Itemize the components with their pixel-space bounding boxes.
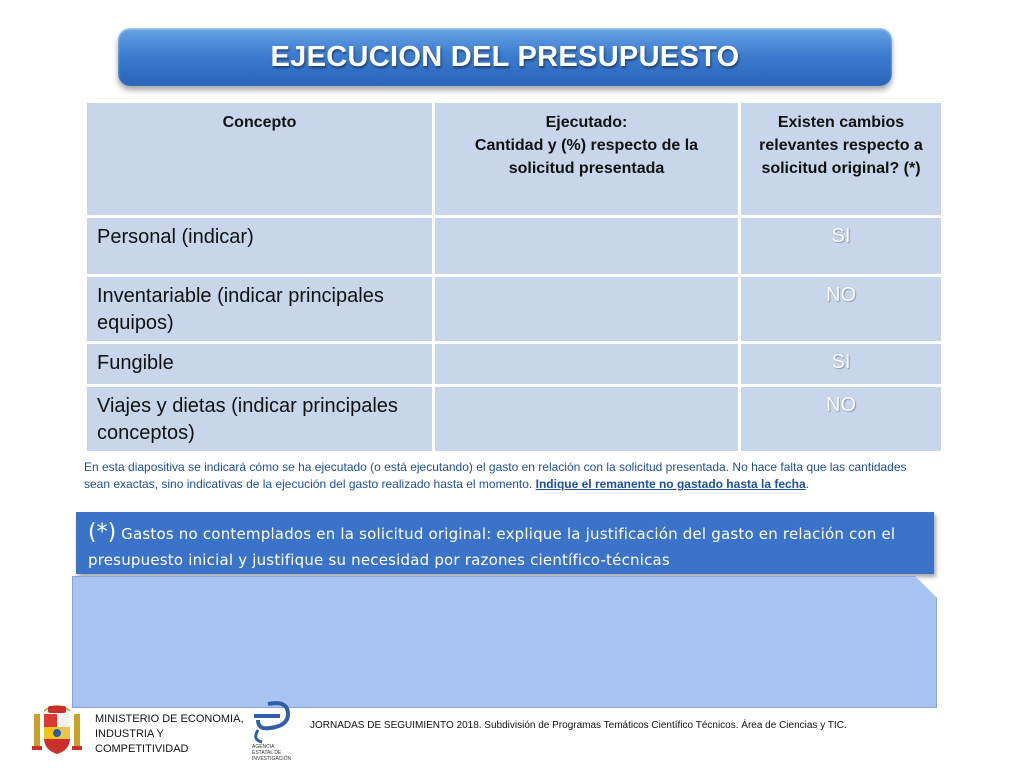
table-row [86,386,943,453]
ministry-line: COMPETITIVIDAD [95,743,189,755]
budget-table [84,100,944,454]
aei-line: AGENCIA [252,744,275,750]
table-row [86,276,943,343]
note-end: . [805,477,810,491]
ministry-line: INDUSTRIA Y [95,728,164,740]
jornadas-caption: JORNADAS DE SEGUIMIENTO 2018. Subdivisión de Programas Temáticos Científico Técnicos. Área de Ciencias y TIC. [310,720,847,731]
header-line: solicitud presentada [508,160,665,177]
header-line: Concepto [222,114,297,131]
answer-cell[interactable]: SI [740,217,943,276]
header-line: Ejecutado: [545,114,628,131]
instruction-note [84,459,934,493]
footnote-star: (*) [88,520,117,545]
footnote-text: Gastos no contemplados en la solicitud original: explique la justificación del gasto en relación con el presupuesto inicial y justifique su necesidad por razones científico-técnicas [88,525,896,569]
ministry-line: MINISTERIO DE ECONOMIA, [95,713,244,725]
executed-cell[interactable] [434,276,740,343]
aei-line: INVESTIGACIÓN [252,756,292,762]
aei-line: ESTATAL DE [252,750,282,756]
slide-footer [0,700,1024,768]
spain-coat-of-arms-icon [28,700,86,760]
answer-cell[interactable]: NO [740,276,943,343]
table-row [86,343,943,386]
table-header-row [86,102,943,217]
answer-cell[interactable]: NO [740,386,943,453]
slide-title: EJECUCION DEL PRESUPUESTO [270,40,740,73]
executed-cell[interactable] [434,386,740,453]
executed-cell[interactable] [434,217,740,276]
concept-cell: Fungible [86,343,434,386]
footnote-box [76,512,934,574]
slide-title-bar [118,28,892,86]
header-cambios [740,102,943,217]
header-concepto [86,102,434,217]
answer-cell[interactable]: SI [740,343,943,386]
header-line: solicitud original? (*) [761,160,921,177]
concept-cell: Inventariable (indicar principales equipos) [86,276,434,343]
header-line: relevantes respecto a [759,137,923,154]
concept-cell: Personal (indicar) [86,217,434,276]
header-ejecutado [434,102,740,217]
justification-text-area[interactable] [72,576,937,708]
note-text: En esta diapositiva se indicará cómo se ha ejecutado (o está ejecutando) el gasto en relación con la solicitud presentada. No hace falta que las cantidades sean exactas, sino indicativas de la ejecución del gasto realizado hasta el momento. [84,460,907,491]
header-line: Cantidad y (%) respecto de la [474,137,699,154]
concept-cell: Viajes y dietas (indicar principales conceptos) [86,386,434,453]
aei-caption [252,744,291,762]
remanente-link[interactable]: Indique el remanente no gastado hasta la fecha [535,477,806,491]
header-line: Existen cambios [777,114,905,131]
table-row [86,217,943,276]
executed-cell[interactable] [434,343,740,386]
ministry-name [95,712,244,757]
